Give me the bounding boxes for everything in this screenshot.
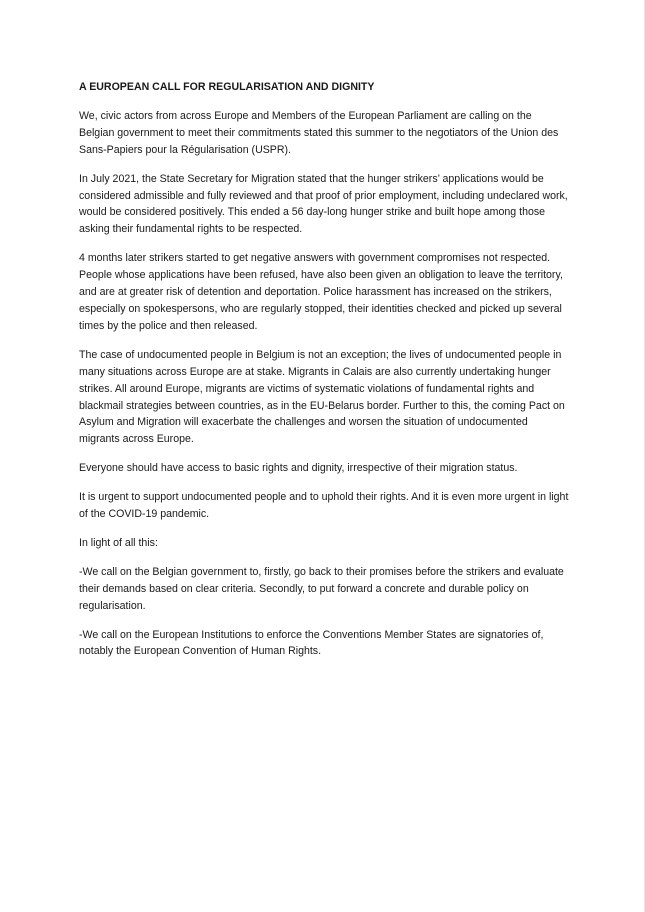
- document-title: A EUROPEAN CALL FOR REGULARISATION AND DIGNITY: [79, 81, 375, 93]
- paragraph-call-belgian-government: -We call on the Belgian government to, firstly, go back to their promises before the strikers and evaluate their demands based on clear criteria. Secondly, to put forward a concrete and durable policy on regularisation.: [79, 565, 564, 612]
- paragraph-urgency: It is urgent to support undocumented people and to uphold their rights. And it is even more urgent in light of the COVID-19 pandemic.: [79, 491, 569, 521]
- paragraph-july-2021: In July 2021, the State Secretary for Migration stated that the hunger strikers’ applications would be considered admissible and fully reviewed and that proof of prior employment, including undeclared work, would be considered positively. This ended a 56 day-long hunger strike and built hope among those asking their fundamental rights to be respected.: [79, 172, 568, 236]
- paragraph-europe-situation: The case of undocumented people in Belgium is not an exception; the lives of undocumented people in many situations across Europe are at stake. Migrants in Calais are also currently undertaking hunger strikes. All around Europe, migrants are victims of systematic violations of fundamental rights and blackmail strategies between countries, as in the EU-Belarus border. Further to this, the coming Pact on Asylum and Migration will exacerbate the challenges and worsen the situation of undocumented migrants across Europe.: [79, 348, 565, 446]
- paragraph-call-european-institutions: -We call on the European Institutions to enforce the Conventions Member States are signatories of, notably the European Convention of Human Rights.: [79, 628, 544, 658]
- paragraph-four-months-later: 4 months later strikers started to get negative answers with government compromises not respected. People whose applications have been refused, have also been given an obligation to leave the territory, and are at greater risk of detention and deportation. Police harassment has increased on the strikers, especially on spokespersons, who are regularly stopped, their identities checked and picked up several times by the police and then released.: [79, 252, 563, 332]
- paragraph-basic-rights: Everyone should have access to basic rights and dignity, irrespective of their migration status.: [79, 462, 518, 475]
- document-body: [79, 79, 569, 672]
- paragraph-intro: We, civic actors from across Europe and Members of the European Parliament are calling on the Belgian government to meet their commitments stated this summer to the negotiators of the Union des Sans-Papiers pour la Régularisation (USPR).: [79, 109, 559, 156]
- paragraph-in-light: In light of all this:: [79, 536, 158, 549]
